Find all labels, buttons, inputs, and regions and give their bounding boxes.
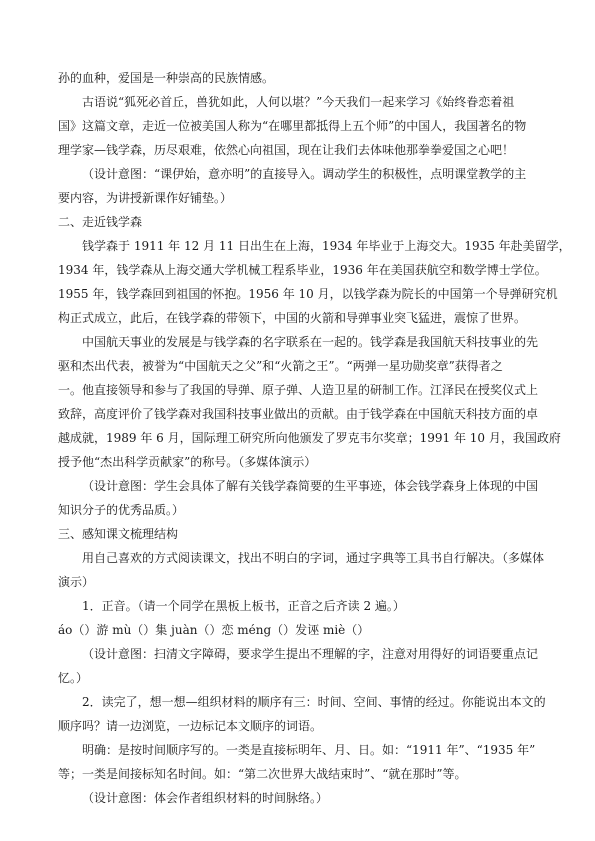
document-body [58, 66, 571, 810]
text-line: 国》这篇文章，走近一位被美国人称为“在哪里都抵得上五个师”的中国人，我国著名的物 [58, 119, 527, 133]
text-line: 要内容，为讲授新课作好铺垫。） [58, 191, 233, 205]
text-line: 致辞，高度评价了钱学森对我国科技事业做出的贡献。由于钱学森在中国航天科技方面的卓 [58, 407, 539, 421]
text-line: （设计意图：扫清文字障碍，要求学生提出不理解的字，注意对用得好的词语要重点记 [82, 647, 539, 661]
text-line: 顺序吗？请一边浏览，一边标记本文顺序的词语。 [58, 719, 323, 733]
text-line: 古语说“狐死必首丘，兽犹如此，人何以堪？”今天我们一起来学习《始终眷恋着祖 [82, 95, 515, 109]
text-line: 1934 年，钱学森从上海交通大学机械工程系毕业，1936 年在美国获航空和数学博士学位。 [58, 263, 547, 277]
text-line: 1955 年，钱学森回到祖国的怀抱。1956 年 10 月，以钱学森为院长的中国第一个导弹研究机 [58, 287, 558, 301]
text-line: 等；一类是间接标知名时间。如：“第二次世界大战结束时”、“就在那时”等。 [58, 767, 467, 781]
answer-paragraph [58, 738, 546, 786]
intro-paragraph [58, 90, 546, 162]
text-line: （设计意图：学生会具体了解有关钱学森简要的生平事迹，体会钱学森身上体现的中国 [82, 479, 539, 493]
text-line: （设计意图：“课伊始，意亦明”的直接导入。调动学生的积极性，点明课堂教学的主 [82, 167, 527, 181]
text-line: 演示） [58, 575, 95, 589]
text-line: áo（）游 mù（）集 juàn（）恋 méng（）发诬 miè（） [58, 623, 370, 637]
item-2-paragraph [58, 690, 546, 738]
text-line: 2．读完了，想一想—组织材料的顺序有三：时间、空间、事情的经过。你能说出本文的 [82, 695, 546, 709]
space-industry-paragraph [58, 330, 561, 474]
text-line: 孙的血种，爱国是一种崇高的民族情感。 [58, 71, 275, 85]
text-line: 钱学森于 1911 年 12 月 11 日出生在上海，1934 年毕业于上海交大。1935 年赴美留学， [82, 239, 571, 253]
design-intent-paragraph-3 [58, 642, 546, 690]
text-line: 知识分子的优秀品质。） [58, 503, 185, 517]
text-line: 授予他“杰出科学贡献家”的称号。（多媒体演示） [58, 455, 317, 469]
section-heading-3: 三、感知课文梳理结构 [58, 527, 179, 541]
design-intent-paragraph-1 [58, 162, 546, 210]
text-line: 中国航天事业的发展是与钱学森的名字联系在一起的。钱学森是我国航天科技事业的先 [82, 335, 539, 349]
section-heading-2: 二、走近钱学森 [58, 215, 143, 229]
text-line: （设计意图：体会作者组织材料的时间脉络。） [82, 791, 329, 805]
design-intent-paragraph-2 [58, 474, 546, 522]
text-line: 一。他直接领导和参与了我国的导弹、原子弹、人造卫星的研制工作。江泽民在授奖仪式上 [58, 383, 539, 397]
biography-paragraph [58, 234, 571, 330]
item-1-paragraph [58, 594, 546, 618]
text-line: 1．正音。（请一个同学在黑板上板书，正音之后齐读 2 遍。） [82, 599, 405, 613]
text-line: 用自己喜欢的方式阅读课文，找出不明白的字词，通过字典等工具书自行解决。（多媒体 [82, 551, 545, 565]
reading-instruction-paragraph [58, 546, 546, 594]
text-line: 越成就，1989 年 6 月，国际理工研究所向他颁发了罗克韦尔奖章；1991 年 10 月，我国政府 [58, 431, 561, 445]
text-line: 忆。） [58, 671, 89, 685]
text-line: 构正式成立，此后，在钱学森的带领下，中国的火箭和导弹事业突飞猛进，震惊了世界。 [58, 311, 527, 325]
pinyin-line [58, 618, 546, 642]
text-line: 理学家—钱学森，历尽艰难，依然心向祖国，现在让我们去体味他那拳拳爱国之心吧！ [58, 143, 515, 157]
text-line: 明确：是按时间顺序写的。一类是直接标明年、月、日。如：“1911 年”、“1935 年” [82, 743, 536, 757]
design-intent-paragraph-4 [58, 786, 546, 810]
text-line: 驱和杰出代表，被誉为“中国航天之父”和“火箭之王”。“两弹一星功勋奖章”获得者之 [58, 359, 503, 373]
intro-ending-paragraph [58, 66, 546, 90]
